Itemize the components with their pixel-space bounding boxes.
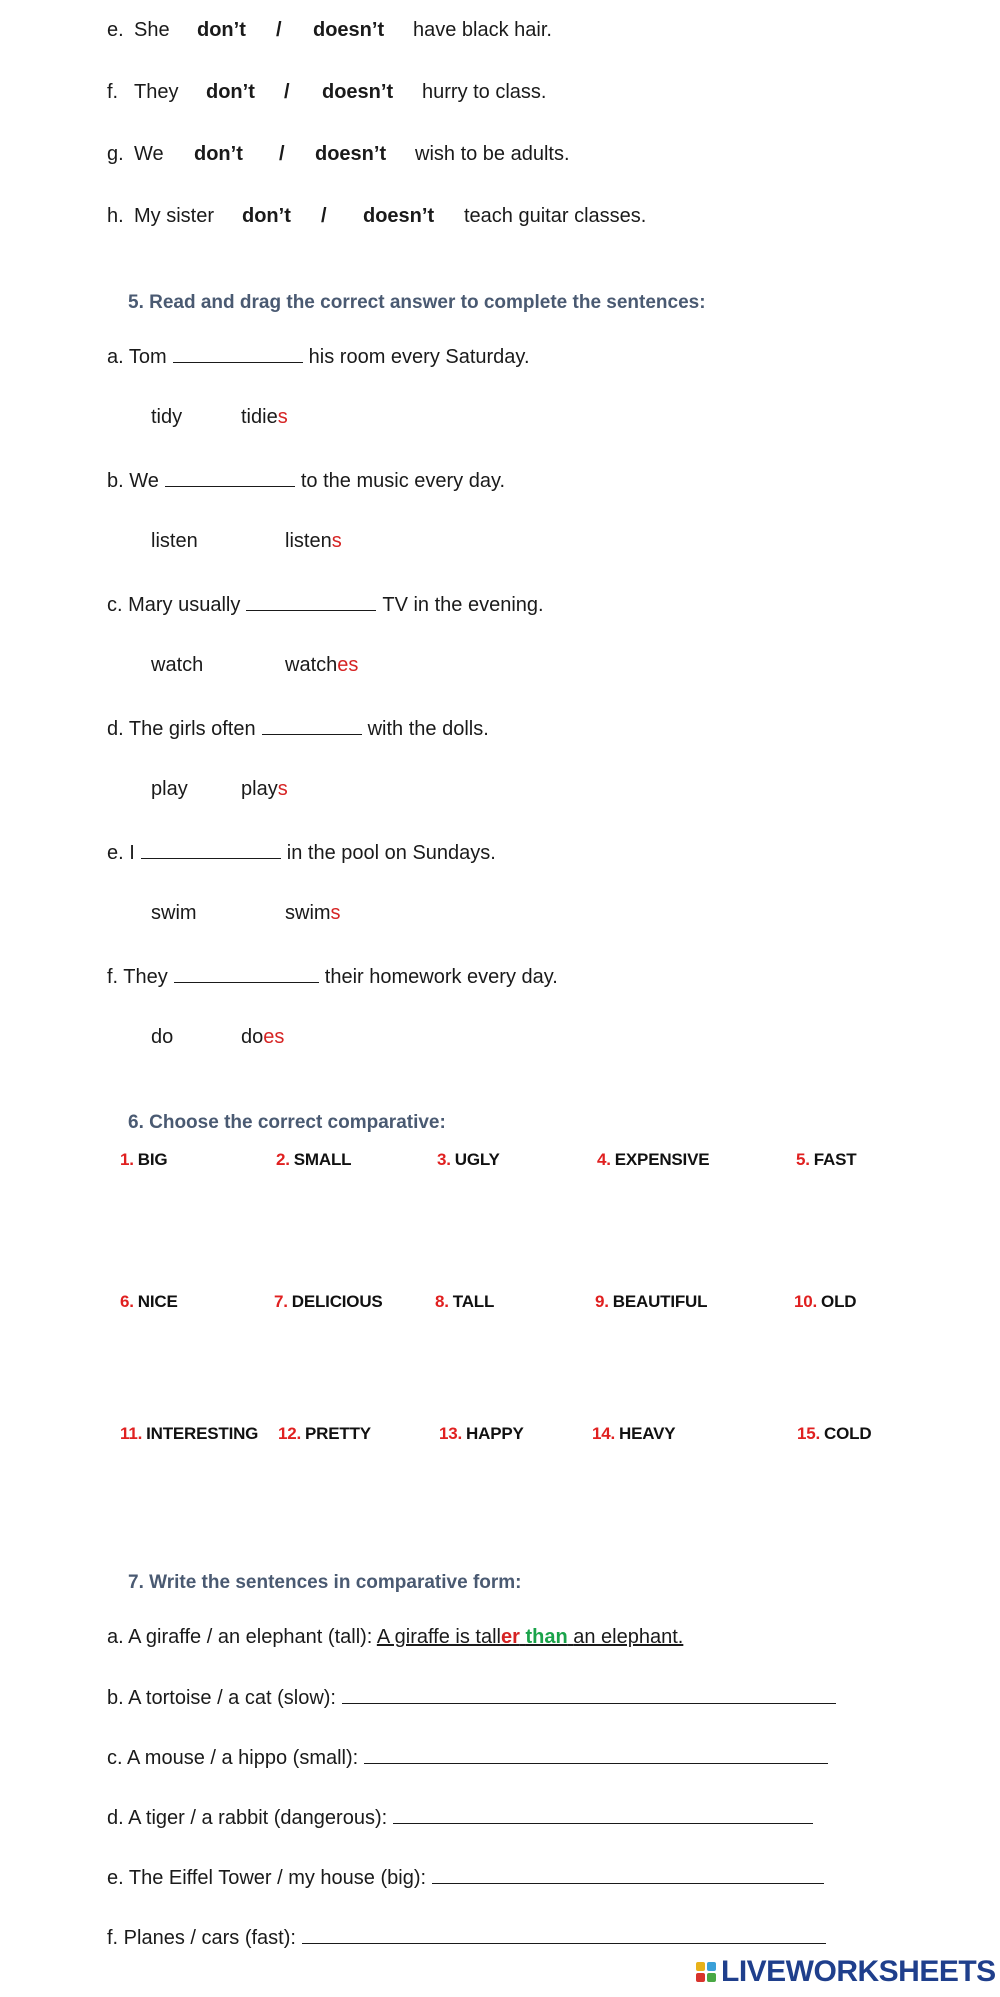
drag-option[interactable]: tidies	[241, 406, 288, 428]
drag-option[interactable]: plays	[241, 778, 288, 800]
adjective-4: 4. EXPENSIVE	[597, 1150, 710, 1169]
adjective-6: 6. NICE	[120, 1292, 178, 1311]
option-slash: /	[279, 143, 285, 165]
item-subject: We	[134, 143, 164, 165]
item-rest: teach guitar classes.	[464, 205, 647, 227]
answer-input[interactable]	[342, 1685, 836, 1704]
adjective-2: 2. SMALL	[276, 1150, 352, 1169]
drag-option[interactable]: listen	[151, 530, 198, 552]
item-subject: They	[134, 81, 179, 103]
sentence: e. I in the pool on Sundays.	[107, 842, 496, 864]
adjective-15: 15. COLD	[797, 1424, 872, 1443]
adjective-5: 5. FAST	[796, 1150, 857, 1169]
option-slash: /	[284, 81, 290, 103]
item-subject: My sister	[134, 205, 214, 227]
sentence: c. Mary usually TV in the evening.	[107, 594, 544, 616]
drag-option[interactable]: watches	[285, 654, 359, 676]
item-letter: h.	[107, 205, 124, 227]
option-slash: /	[321, 205, 327, 227]
section7-example: a. A giraffe / an elephant (tall): A giraffe is taller than an elephant.	[107, 1626, 684, 1648]
sentence: a. Tom his room every Saturday.	[107, 346, 530, 368]
item-letter: f.	[107, 81, 119, 103]
adjective-7: 7. DELICIOUS	[274, 1292, 383, 1311]
answer-input[interactable]	[393, 1805, 813, 1824]
option-dont[interactable]: don’t	[194, 143, 243, 165]
logo-blocks-icon	[696, 1962, 716, 1982]
adjective-8: 8. TALL	[435, 1292, 495, 1311]
answer-drop-zone[interactable]	[173, 344, 303, 363]
option-doesnt[interactable]: doesn’t	[315, 143, 387, 165]
option-doesnt[interactable]: doesn’t	[322, 81, 394, 103]
section7-item-c: c. A mouse / a hippo (small):	[107, 1745, 834, 1770]
item-letter: e.	[107, 19, 124, 41]
option-doesnt[interactable]: doesn’t	[363, 205, 435, 227]
sentence: d. The girls often with the dolls.	[107, 718, 489, 740]
sentence: f. They their homework every day.	[107, 966, 558, 988]
adjective-10: 10. OLD	[794, 1292, 857, 1311]
adjective-1: 1. BIG	[120, 1150, 168, 1169]
sentence: b. We to the music every day.	[107, 470, 506, 492]
drag-option[interactable]: play	[151, 778, 188, 800]
drag-option[interactable]: swim	[151, 902, 197, 924]
logo-text: LIVEWORKSHEETS	[721, 1955, 996, 1988]
item-rest: wish to be adults.	[415, 143, 570, 165]
item-rest: hurry to class.	[422, 81, 547, 103]
example-answer: A giraffe is taller than an elephant.	[376, 1626, 684, 1648]
drag-option[interactable]: do	[151, 1026, 174, 1048]
section7-item-b: b. A tortoise / a cat (slow):	[107, 1685, 842, 1710]
drag-option[interactable]: listens	[285, 530, 342, 552]
answer-input[interactable]	[302, 1925, 826, 1944]
answer-drop-zone[interactable]	[141, 840, 281, 859]
section7-heading: 7. Write the sentences in comparative form:	[128, 1572, 522, 1593]
answer-drop-zone[interactable]	[262, 716, 362, 735]
option-doesnt[interactable]: doesn’t	[313, 19, 385, 41]
liveworksheets-logo	[696, 1955, 996, 1989]
section7-item-f: f. Planes / cars (fast):	[107, 1925, 832, 1950]
item-letter: g.	[107, 143, 124, 165]
adjective-9: 9. BEAUTIFUL	[595, 1292, 708, 1311]
drag-option[interactable]: watch	[151, 654, 204, 676]
item-rest: have black hair.	[413, 19, 552, 41]
drag-option[interactable]: tidy	[151, 406, 183, 428]
section7-item-d: d. A tiger / a rabbit (dangerous):	[107, 1805, 819, 1830]
adjective-13: 13. HAPPY	[439, 1424, 524, 1443]
section7-item-e: e. The Eiffel Tower / my house (big):	[107, 1865, 830, 1890]
adjective-12: 12. PRETTY	[278, 1424, 371, 1443]
answer-drop-zone[interactable]	[246, 592, 376, 611]
option-dont[interactable]: don’t	[242, 205, 291, 227]
adjective-3: 3. UGLY	[437, 1150, 500, 1169]
option-slash: /	[276, 19, 282, 41]
answer-input[interactable]	[364, 1745, 828, 1764]
option-dont[interactable]: don’t	[197, 19, 246, 41]
answer-drop-zone[interactable]	[165, 468, 295, 487]
adjective-11: 11. INTERESTING	[120, 1424, 259, 1443]
drag-option[interactable]: swims	[285, 902, 341, 924]
answer-drop-zone[interactable]	[174, 964, 319, 983]
drag-option[interactable]: does	[241, 1026, 285, 1048]
option-dont[interactable]: don’t	[206, 81, 255, 103]
adjective-14: 14. HEAVY	[592, 1424, 676, 1443]
section6-heading: 6. Choose the correct comparative:	[128, 1112, 446, 1133]
answer-input[interactable]	[432, 1865, 824, 1884]
section5-heading: 5. Read and drag the correct answer to complete the sentences:	[128, 292, 706, 313]
item-subject: She	[134, 19, 170, 41]
